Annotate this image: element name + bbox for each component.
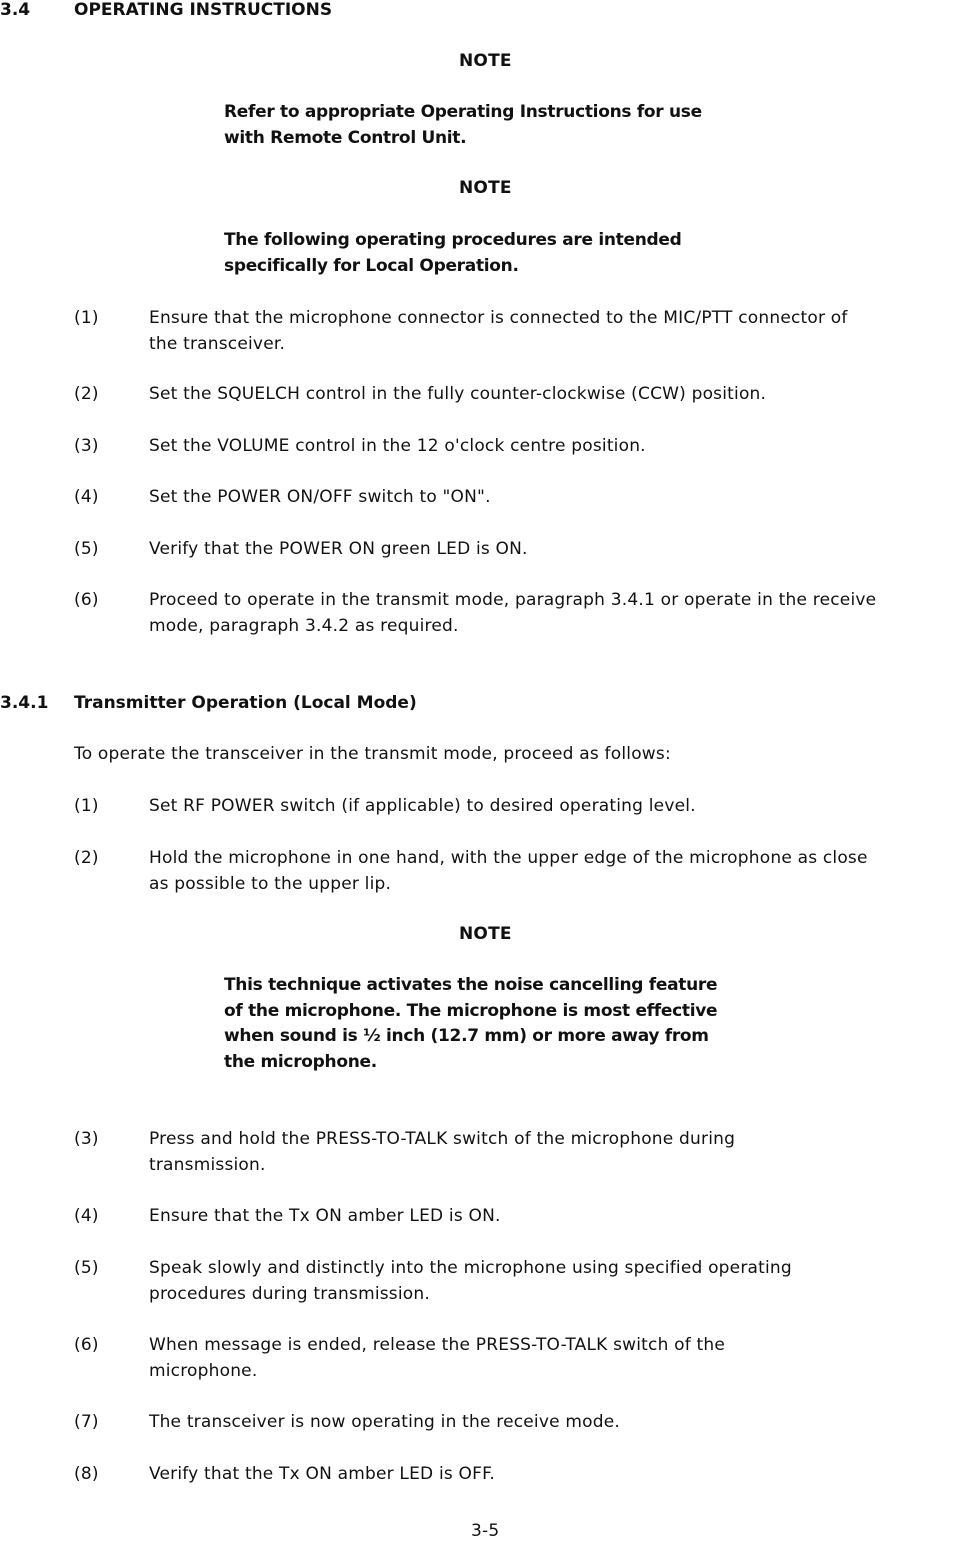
- note-line: Refer to appropriate Operating Instructions for use: [224, 102, 702, 122]
- step-number: (6): [74, 590, 99, 610]
- note-title: NOTE: [459, 924, 512, 944]
- note-line: of the microphone. The microphone is most effective: [224, 1001, 718, 1021]
- step-text: Verify that the POWER ON green LED is ON.: [149, 539, 528, 559]
- step-number: (1): [74, 308, 99, 328]
- note-line: with Remote Control Unit.: [224, 128, 467, 148]
- step-text: Set RF POWER switch (if applicable) to desired operating level.: [149, 796, 696, 816]
- step-number: (6): [74, 1335, 99, 1355]
- note-title: NOTE: [459, 178, 512, 198]
- step-number: (2): [74, 384, 99, 404]
- step-text: The transceiver is now operating in the receive mode.: [149, 1412, 620, 1432]
- note-line: the microphone.: [224, 1052, 377, 1072]
- note-line: specifically for Local Operation.: [224, 256, 519, 276]
- step-number: (1): [74, 796, 99, 816]
- step-text: When message is ended, release the PRESS-TO-TALK switch of the: [149, 1335, 726, 1355]
- step-number: (4): [74, 1206, 99, 1226]
- step-number: (4): [74, 487, 99, 507]
- step-number: (8): [74, 1464, 99, 1484]
- step-text: Verify that the Tx ON amber LED is OFF.: [149, 1464, 495, 1484]
- step-number: (7): [74, 1412, 99, 1432]
- step-number: (2): [74, 848, 99, 868]
- note-title: NOTE: [459, 51, 512, 71]
- step-text: microphone.: [149, 1361, 258, 1381]
- step-text: Set the POWER ON/OFF switch to "ON".: [149, 487, 491, 507]
- step-text: Ensure that the microphone connector is connected to the MIC/PTT connector of: [149, 308, 848, 328]
- subsection-title: Transmitter Operation (Local Mode): [74, 693, 417, 713]
- step-text: transmission.: [149, 1155, 266, 1175]
- section-number: 3.4: [0, 0, 31, 20]
- step-text: mode, paragraph 3.4.2 as required.: [149, 616, 459, 636]
- step-text: Ensure that the Tx ON amber LED is ON.: [149, 1206, 501, 1226]
- step-text: Set the SQUELCH control in the fully counter-clockwise (CCW) position.: [149, 384, 767, 404]
- step-number: (5): [74, 539, 99, 559]
- step-text: the transceiver.: [149, 334, 286, 354]
- note-line: This technique activates the noise cancelling feature: [224, 975, 718, 995]
- step-text: as possible to the upper lip.: [149, 874, 392, 894]
- step-text: Speak slowly and distinctly into the microphone using specified operating: [149, 1258, 792, 1278]
- step-text: procedures during transmission.: [149, 1284, 430, 1304]
- section-title: OPERATING INSTRUCTIONS: [74, 0, 333, 20]
- note-line: when sound is ½ inch (12.7 mm) or more away from: [224, 1026, 709, 1046]
- subsection-intro: To operate the transceiver in the transmit mode, proceed as follows:: [74, 744, 671, 764]
- step-text: Press and hold the PRESS-TO-TALK switch of the microphone during: [149, 1129, 736, 1149]
- step-text: Hold the microphone in one hand, with the upper edge of the microphone as close: [149, 848, 868, 868]
- step-number: (3): [74, 436, 99, 456]
- note-line: The following operating procedures are intended: [224, 230, 682, 250]
- step-number: (5): [74, 1258, 99, 1278]
- step-text: Proceed to operate in the transmit mode, paragraph 3.4.1 or operate in the receive: [149, 590, 877, 610]
- subsection-number: 3.4.1: [0, 693, 49, 713]
- page-number: 3-5: [471, 1521, 500, 1541]
- step-number: (3): [74, 1129, 99, 1149]
- step-text: Set the VOLUME control in the 12 o'clock centre position.: [149, 436, 646, 456]
